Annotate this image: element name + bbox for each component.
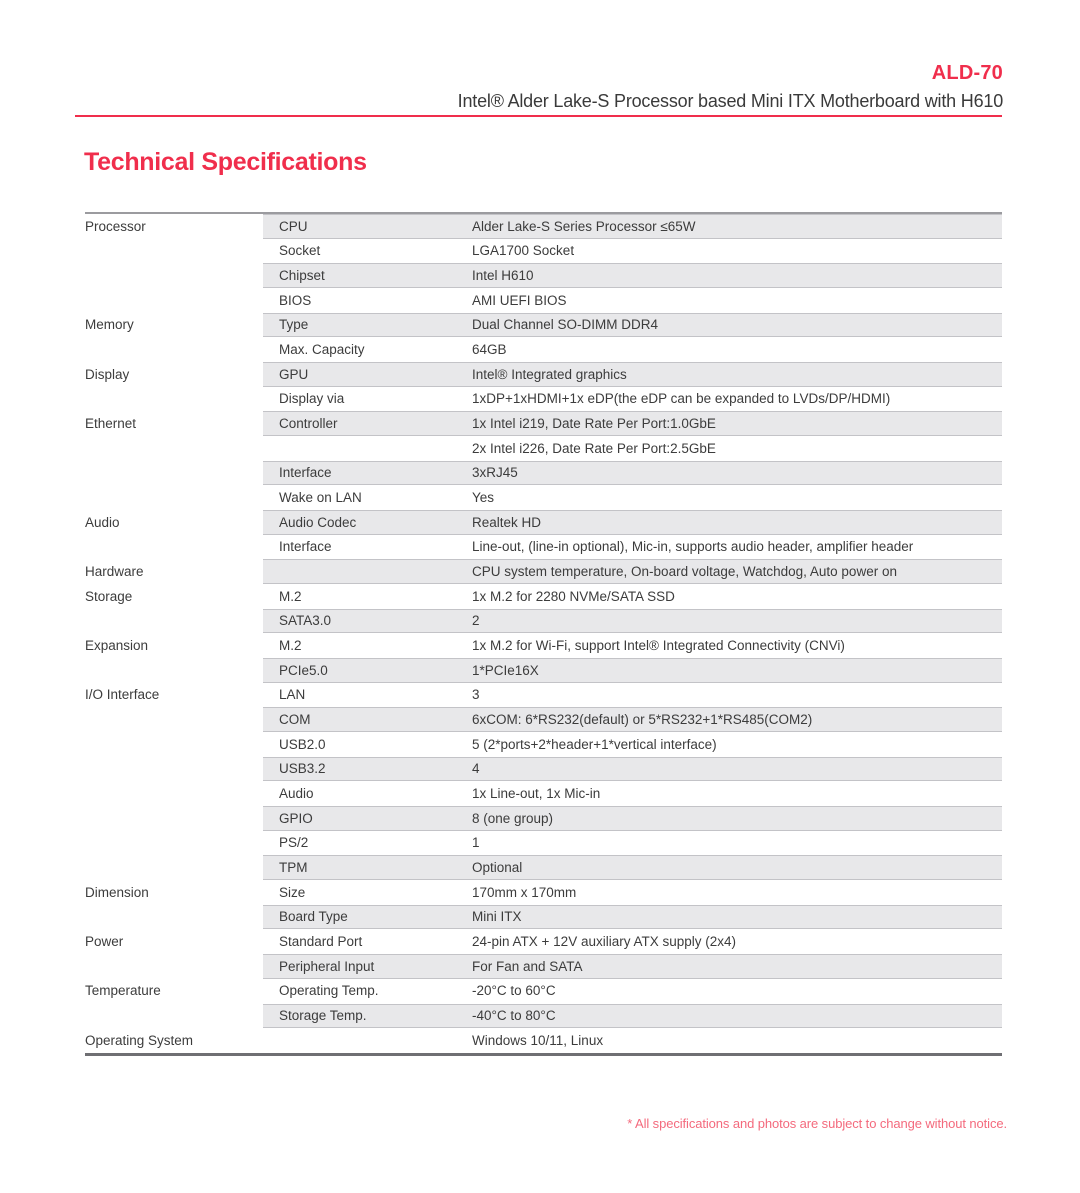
spec-value: LGA1700 Socket [472,243,575,259]
spec-row [85,633,1002,658]
spec-row-band [263,436,1002,461]
spec-item-label: TPM [279,860,308,876]
spec-item-label: BIOS [279,292,312,308]
spec-row [85,855,1002,880]
spec-row [85,263,1002,288]
spec-row [85,658,1002,683]
spec-value: Windows 10/11, Linux [472,1032,604,1048]
spec-row [85,979,1002,1004]
spec-item-label: Chipset [279,267,325,283]
spec-category-label [85,954,263,979]
spec-category-label: Dimension [85,884,149,900]
spec-row-band [263,485,1002,510]
spec-row [85,337,1002,362]
spec-item-label [263,1028,472,1053]
spec-row [85,362,1002,387]
spec-category-label [85,732,263,757]
spec-category-label: Memory [85,317,134,333]
spec-row-band [263,1004,1002,1029]
spec-item-label: Board Type [279,909,348,925]
spec-row [85,288,1002,313]
spec-category-label: Display [85,366,130,382]
spec-item-label: USB3.2 [279,761,326,777]
spec-item-label: Interface [279,539,332,555]
spec-row-band [263,535,1002,560]
spec-row-band [263,979,1002,1004]
spec-category-label [85,831,263,856]
spec-value: 4 [472,761,480,777]
spec-value: Alder Lake-S Series Processor ≤65W [472,218,696,234]
spec-value: Intel® Integrated graphics [472,366,627,382]
spec-row [85,905,1002,930]
spec-row [85,880,1002,905]
spec-value: 6xCOM: 6*RS232(default) or 5*RS232+1*RS485(COM2) [472,712,813,728]
spec-value: 1 [472,835,480,851]
spec-value: For Fan and SATA [472,958,583,974]
spec-item-label: Type [279,317,309,333]
product-subtitle: Intel® Alder Lake-S Processor based Mini ITX Motherboard with H610 [457,91,1003,111]
spec-row [85,510,1002,535]
spec-item-label: Size [279,884,306,900]
spec-row [85,954,1002,979]
spec-row [85,239,1002,264]
spec-row [85,609,1002,634]
spec-category-label [85,1004,263,1029]
spec-category-label [85,609,263,634]
spec-row-band [263,288,1002,313]
spec-item-label [263,560,472,583]
spec-row-band [263,929,1002,954]
spec-category-label [85,781,263,806]
spec-item-label: M.2 [279,638,302,653]
spec-item-label: USB2.0 [279,736,326,752]
spec-item-label: Storage Temp. [279,1008,367,1024]
document-header [458,62,1003,112]
spec-row-band [263,387,1002,412]
spec-row [85,831,1002,856]
spec-row-band [263,806,1002,831]
spec-row-band [263,1028,1002,1053]
spec-value: CPU system temperature, On-board voltage, Watchdog, Auto power on [472,563,897,579]
spec-value: 2 [472,613,480,629]
spec-row [85,559,1002,584]
spec-value: 1x M.2 for Wi-Fi, support Intel® Integrated Connectivity (CNVi) [472,638,845,653]
spec-row-band [263,683,1002,708]
spec-row-band [263,337,1002,362]
spec-item-label: Standard Port [279,934,363,950]
spec-item-label: M.2 [279,588,302,604]
spec-item-label: Display via [279,391,345,407]
spec-row [85,781,1002,806]
spec-row-band [263,880,1002,905]
header-divider [75,115,1002,117]
spec-row [85,757,1002,782]
page-title: Technical Specifications [84,148,367,176]
spec-category-label [85,707,263,732]
spec-category-label: Operating System [85,1032,194,1048]
spec-value: Intel H610 [472,267,534,283]
spec-row [85,436,1002,461]
spec-row [85,485,1002,510]
spec-value: 5 (2*ports+2*header+1*vertical interface) [472,736,717,752]
spec-value: 1xDP+1xHDMI+1x eDP(the eDP can be expanded to LVDs/DP/HDMI) [472,391,891,407]
spec-value: 8 (one group) [472,810,554,826]
spec-value: 3xRJ45 [472,465,518,481]
spec-row-band [263,239,1002,264]
spec-row [85,535,1002,560]
spec-row-band [263,559,1002,584]
spec-row [85,214,1002,239]
spec-category-label: Power [85,934,124,950]
spec-row-band [263,313,1002,338]
spec-row-band [263,510,1002,535]
spec-row-band [263,362,1002,387]
spec-item-label: Peripheral Input [279,958,375,974]
spec-category-label [85,658,263,683]
spec-row [85,707,1002,732]
spec-row [85,461,1002,486]
spec-row [85,411,1002,436]
spec-row [85,584,1002,609]
spec-row-band [263,609,1002,634]
spec-category-label [85,806,263,831]
spec-row [85,1028,1002,1053]
spec-row-band [263,658,1002,683]
spec-row [85,387,1002,412]
spec-item-label: GPU [279,366,309,382]
spec-category-label [85,757,263,782]
spec-item-label: PS/2 [279,835,309,851]
spec-item-label: Controller [279,415,338,431]
spec-row [85,683,1002,708]
spec-row [85,806,1002,831]
spec-item-label: Socket [279,243,321,259]
spec-category-label: Expansion [85,638,149,653]
footer-note: * All specifications and photos are subject to change without notice. [627,1116,1007,1131]
spec-row-band [263,954,1002,979]
spec-category-label [85,337,263,362]
spec-value: Yes [472,489,495,505]
spec-value: 24-pin ATX + 12V auxiliary ATX supply (2x4) [472,934,737,950]
spec-row-band [263,781,1002,806]
spec-item-label: Interface [279,465,332,481]
spec-value: Mini ITX [472,909,522,925]
spec-table [85,212,1002,1056]
spec-row-band [263,461,1002,486]
spec-row-band [263,633,1002,658]
spec-value: AMI UEFI BIOS [472,292,567,308]
spec-item-label: PCIe5.0 [279,662,328,678]
spec-item-label: LAN [279,687,306,703]
spec-value: 64GB [472,341,507,357]
spec-row [85,313,1002,338]
spec-value: 170mm x 170mm [472,884,577,900]
spec-category-label [85,855,263,880]
spec-item-label: SATA3.0 [279,613,332,629]
spec-value: 3 [472,687,480,703]
spec-row [85,1004,1002,1029]
spec-value: -20°C to 60°C [472,983,556,999]
spec-value: 2x Intel i226, Date Rate Per Port:2.5GbE [472,440,716,456]
spec-value: 1x Line-out, 1x Mic-in [472,786,601,802]
spec-item-label: GPIO [279,810,313,826]
spec-row-band [263,214,1002,239]
spec-row-band [263,263,1002,288]
spec-row-band [263,757,1002,782]
spec-category-label [85,485,263,510]
product-model: ALD-70 [931,62,1003,84]
spec-category-label: Hardware [85,563,144,579]
spec-category-label [85,436,263,461]
spec-row [85,929,1002,954]
spec-value: Realtek HD [472,514,542,530]
spec-item-label: Operating Temp. [279,983,379,999]
spec-row-band [263,707,1002,732]
spec-category-label: I/O Interface [85,687,160,703]
spec-value: Line-out, (line-in optional), Mic-in, supports audio header, amplifier header [472,539,914,555]
spec-category-label [85,239,263,264]
spec-item-label: Audio Codec [279,514,357,530]
spec-row-band [263,732,1002,757]
spec-value: 1x Intel i219, Date Rate Per Port:1.0GbE [472,415,716,431]
spec-value: 1*PCIe16X [472,662,539,678]
spec-category-label: Temperature [85,983,161,999]
spec-category-label [85,461,263,486]
spec-category-label [85,263,263,288]
spec-row [85,732,1002,757]
spec-category-label [85,288,263,313]
spec-category-label [85,387,263,412]
spec-item-label [263,436,472,461]
spec-category-label [85,905,263,930]
spec-category-label: Processor [85,218,146,234]
spec-value: -40°C to 80°C [472,1008,556,1024]
spec-item-label: Max. Capacity [279,341,365,357]
spec-value: 1x M.2 for 2280 NVMe/SATA SSD [472,588,675,604]
spec-category-label [85,535,263,560]
spec-value: Optional [472,860,523,876]
spec-row-band [263,905,1002,930]
spec-row-band [263,411,1002,436]
spec-item-label: Audio [279,786,314,802]
spec-row-band [263,584,1002,609]
spec-row-band [263,855,1002,880]
spec-item-label: CPU [279,218,308,234]
spec-category-label: Ethernet [85,415,137,431]
spec-category-label: Storage [85,588,133,604]
spec-value: Dual Channel SO-DIMM DDR4 [472,317,659,333]
spec-item-label: COM [279,712,311,728]
spec-item-label: Wake on LAN [279,489,362,505]
spec-row-band [263,831,1002,856]
spec-category-label: Audio [85,514,120,530]
